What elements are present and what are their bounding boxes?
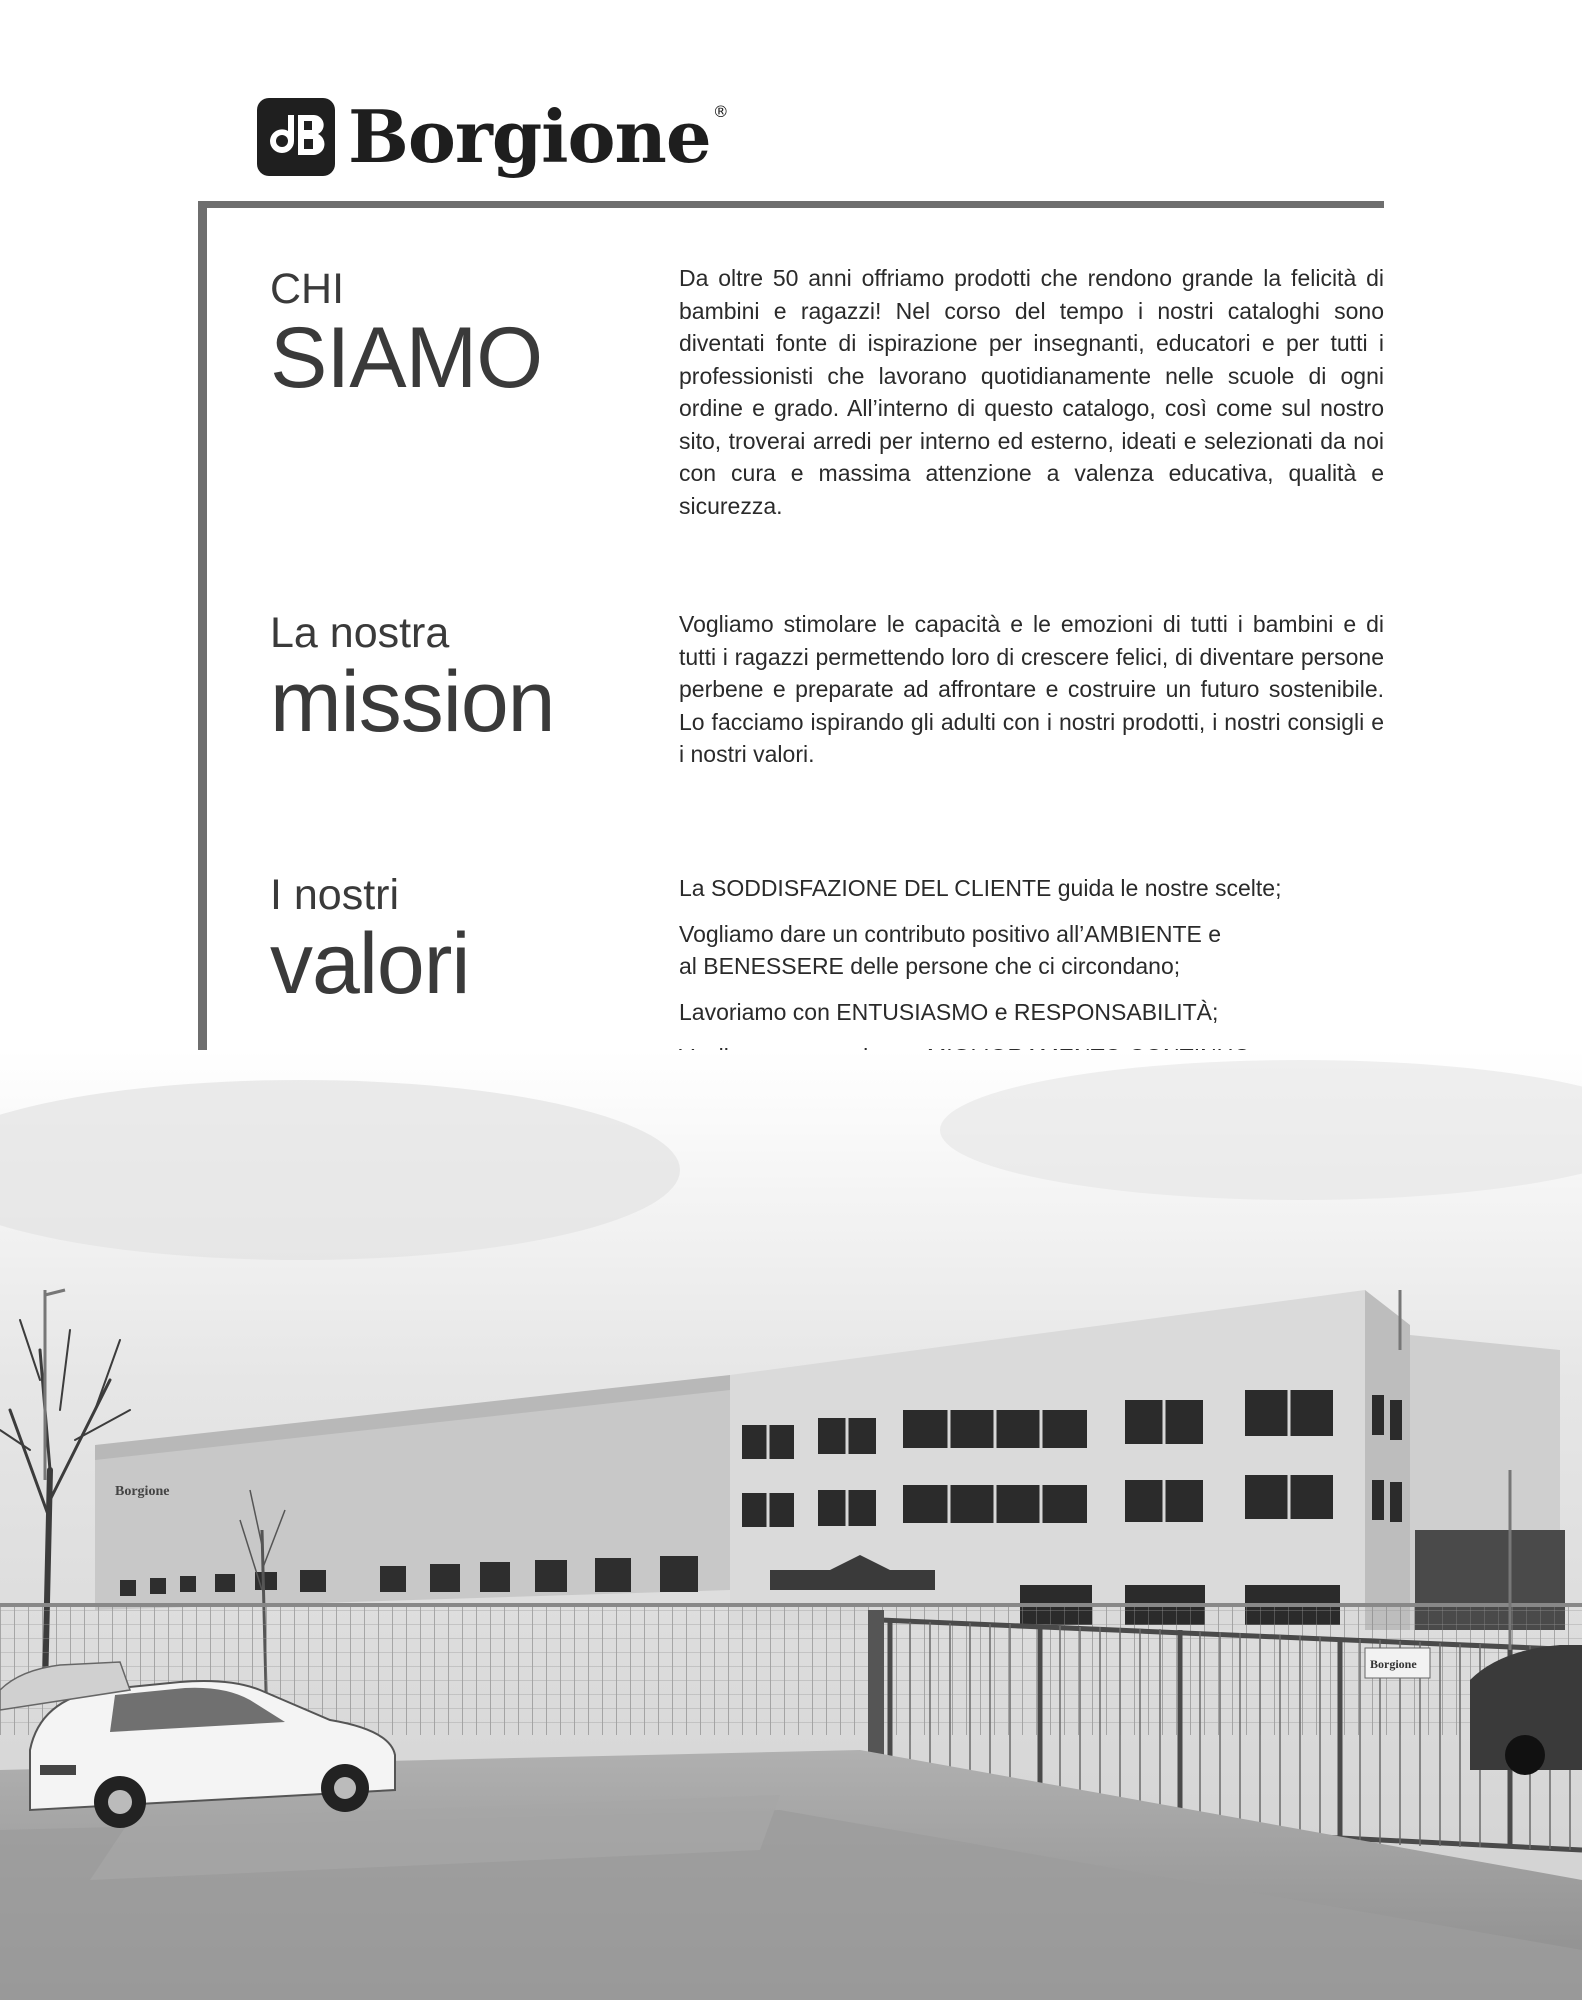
heading-big: SIAMO bbox=[270, 310, 543, 407]
frame-top-line bbox=[198, 201, 1384, 208]
heading-small: La nostra bbox=[270, 609, 450, 657]
mission-body: Vogliamo stimolare le capacità e le emozioni di tutti i bambini e di tutti i ragazzi permettendo loro di crescere felici, di diventare persone perbene e preparate ad affrontare e costruire un futuro sostenibile. Lo facciamo ispirando gli adulti con i nostri prodotti, i nostri consigli e i nostri valori. bbox=[679, 611, 1384, 767]
brand-name: Borgione bbox=[348, 94, 711, 179]
building-sign: Borgione bbox=[115, 1484, 170, 1499]
heading-big: valori bbox=[270, 916, 470, 1013]
borgione-db-monogram-icon bbox=[256, 97, 336, 177]
list-item: Vogliamo dare un contributo positivo all’AMBIENTE e al BENESSERE delle persone che ci circondano; bbox=[679, 920, 1222, 979]
heading-small: CHI bbox=[270, 265, 345, 313]
heading-big: mission bbox=[270, 654, 555, 751]
heading-chi-siamo bbox=[270, 265, 543, 407]
headquarters-illustration bbox=[0, 1050, 1582, 2000]
brand-logo bbox=[256, 96, 729, 178]
list-item: Lavoriamo con ENTUSIASMO e RESPONSABILITÀ; bbox=[679, 998, 1219, 1025]
heading-small: I nostri bbox=[270, 871, 400, 919]
chi-siamo-body: Da oltre 50 anni offriamo prodotti che rendono grande la felicità di bambini e ragazzi! Nel corso del tempo i nostri cataloghi sono diventati fonte di ispirazione per insegnanti, educatori e per tutti i professionisti che lavorano quotidianamente nelle scuole di ogni ordine e grado. All’interno di questo catalogo, così come sul nostro sito, troverai arredi per interno ed esterno, ideati e selezionati da noi con cura e massima attenzione a valenza educativa, qualità e sicurezza. bbox=[679, 265, 1384, 519]
headquarters-photo bbox=[0, 1050, 1582, 2000]
heading-valori bbox=[270, 871, 470, 1013]
gate-sign: Borgione bbox=[1370, 1657, 1417, 1671]
heading-mission bbox=[270, 609, 555, 751]
list-item: La SODDISFAZIONE DEL CLIENTE guida le nostre scelte; bbox=[679, 875, 1282, 901]
registered-mark: ® bbox=[712, 101, 729, 121]
